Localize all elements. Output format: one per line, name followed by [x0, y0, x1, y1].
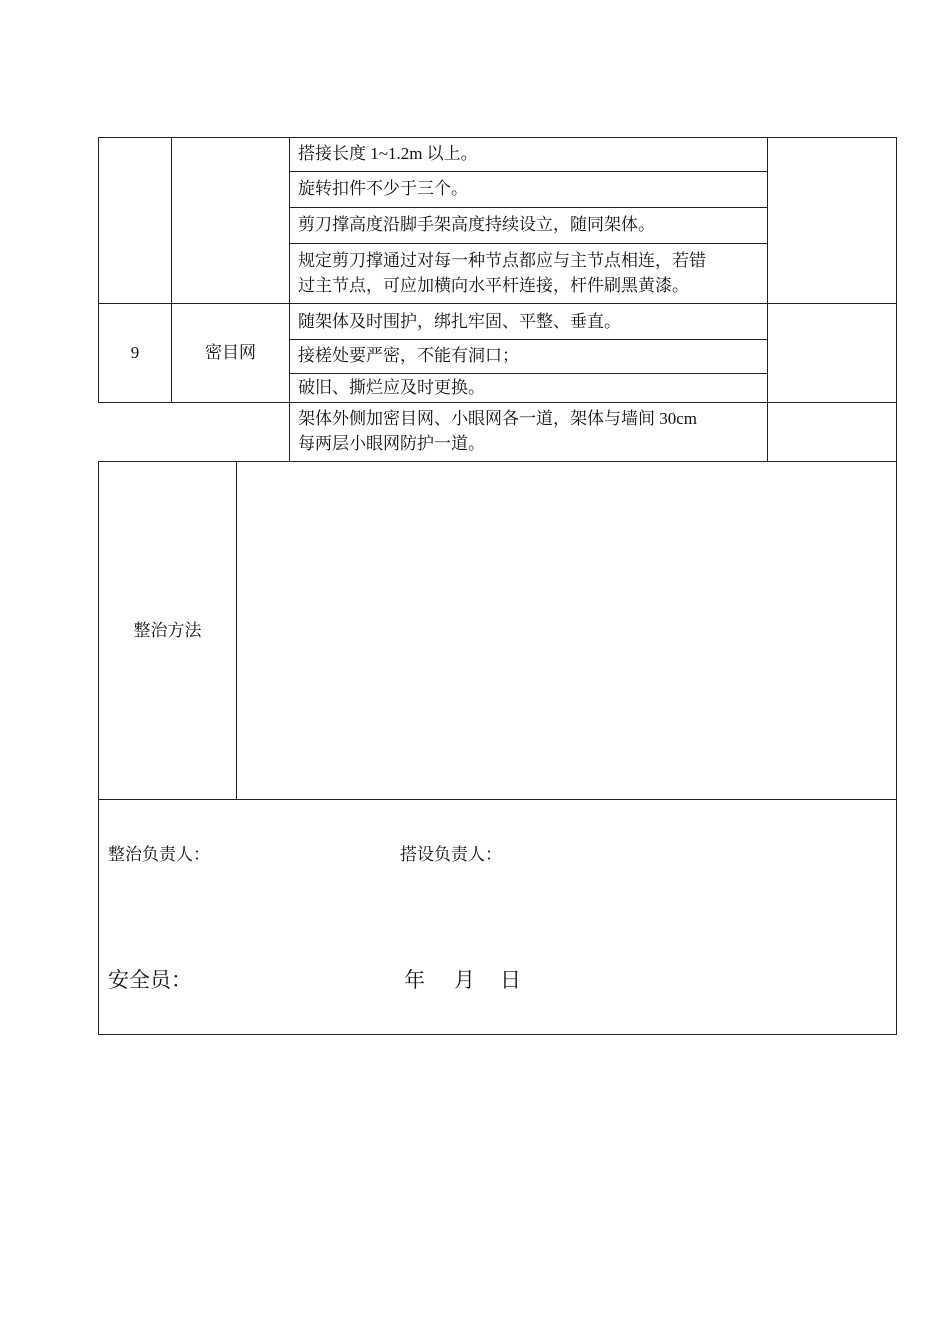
- rectify-person-label: 整治负责人：: [108, 845, 210, 864]
- row-divider: [289, 171, 768, 172]
- safety-officer-label: 安全员：: [108, 968, 192, 992]
- col-border: [98, 461, 99, 1035]
- row-divider: [289, 207, 768, 208]
- method-content-area[interactable]: [237, 462, 896, 799]
- row-divider: [289, 339, 768, 340]
- requirement-text: 搭接长度 1~1.2m 以上。: [298, 144, 478, 163]
- table-border-top: [98, 137, 897, 138]
- row-divider: [98, 799, 897, 800]
- item-name: 密目网: [205, 343, 256, 362]
- requirement-text: 过主节点，可应加横向水平杆连接，杆件刷黑黄漆。: [298, 276, 689, 295]
- requirement-text: 规定剪刀撑通过对每一种节点都应与主节点相连，若错: [298, 251, 706, 270]
- table-border-bottom: [98, 1034, 897, 1035]
- requirement-text: 随架体及时围护，绑扎牢固、平整、垂直。: [298, 312, 621, 331]
- row-divider: [98, 303, 897, 304]
- requirement-text: 旋转扣件不少于三个。: [298, 179, 468, 198]
- requirement-text: 接槎处要严密，不能有洞口；: [298, 346, 519, 365]
- requirement-text: 破旧、撕烂应及时更换。: [298, 378, 485, 397]
- row-divider: [289, 373, 768, 374]
- date-month: 月: [454, 968, 475, 992]
- requirement-text: 剪刀撑高度沿脚手架高度持续设立，随同架体。: [298, 215, 655, 234]
- col-border: [289, 137, 290, 461]
- method-label: 整治方法: [133, 621, 202, 640]
- requirement-text: 架体外侧加密目网、小眼网各一道，架体与墙间 30cm: [298, 409, 698, 428]
- row-divider: [98, 402, 897, 403]
- col-border: [896, 137, 897, 461]
- date-year: 年: [404, 968, 425, 992]
- col-border: [896, 461, 897, 1035]
- row-divider: [289, 243, 768, 244]
- col-border: [767, 137, 768, 461]
- requirement-text: 每两层小眼网防护一道。: [298, 434, 485, 453]
- item-number: 9: [130, 343, 140, 362]
- erect-person-label: 搭设负责人：: [400, 845, 502, 864]
- date-day: 日: [500, 968, 521, 992]
